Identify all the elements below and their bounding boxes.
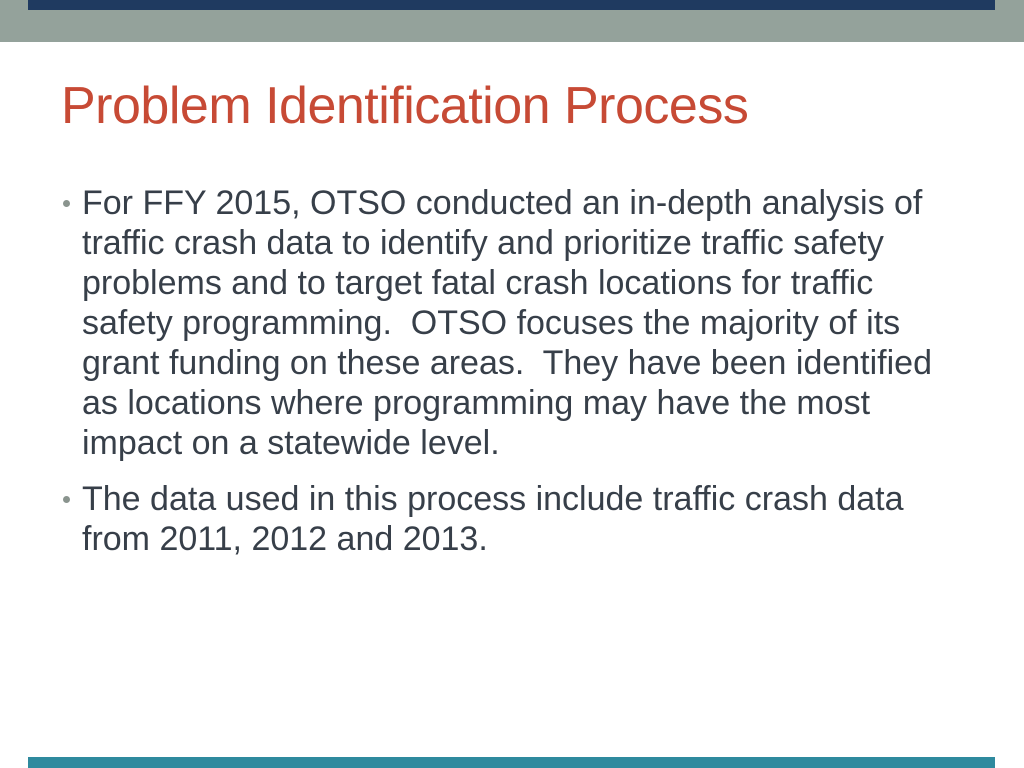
bullet-text [82, 183, 963, 463]
bullet-dot-icon [63, 496, 70, 503]
bullet-item [63, 479, 963, 559]
bullet-line: problems and to target fatal crash locations for traffic [82, 264, 874, 302]
page-title: Problem Identification Process [61, 77, 749, 135]
bullet-line: impact on a statewide level. [82, 424, 500, 462]
bullet-line: The data used in this process include traffic crash data [82, 480, 904, 518]
bullet-line: For FFY 2015, OTSO conducted an in-depth analysis of [82, 184, 923, 222]
bullet-text [82, 479, 963, 559]
bullet-line: traffic crash data to identify and prioritize traffic safety [82, 224, 884, 262]
bullet-line: safety programming. OTSO focuses the majority of its [82, 304, 901, 342]
top-accent-bar [28, 0, 995, 10]
bottom-accent-bar [28, 757, 995, 768]
bullet-line: from 2011, 2012 and 2013. [82, 520, 488, 558]
bullet-item [63, 183, 963, 463]
bullet-list [63, 183, 963, 559]
bullet-dot-icon [63, 200, 70, 207]
bullet-line: as locations where programming may have the most [82, 384, 871, 422]
bullet-line: grant funding on these areas. They have been identified [82, 344, 932, 382]
